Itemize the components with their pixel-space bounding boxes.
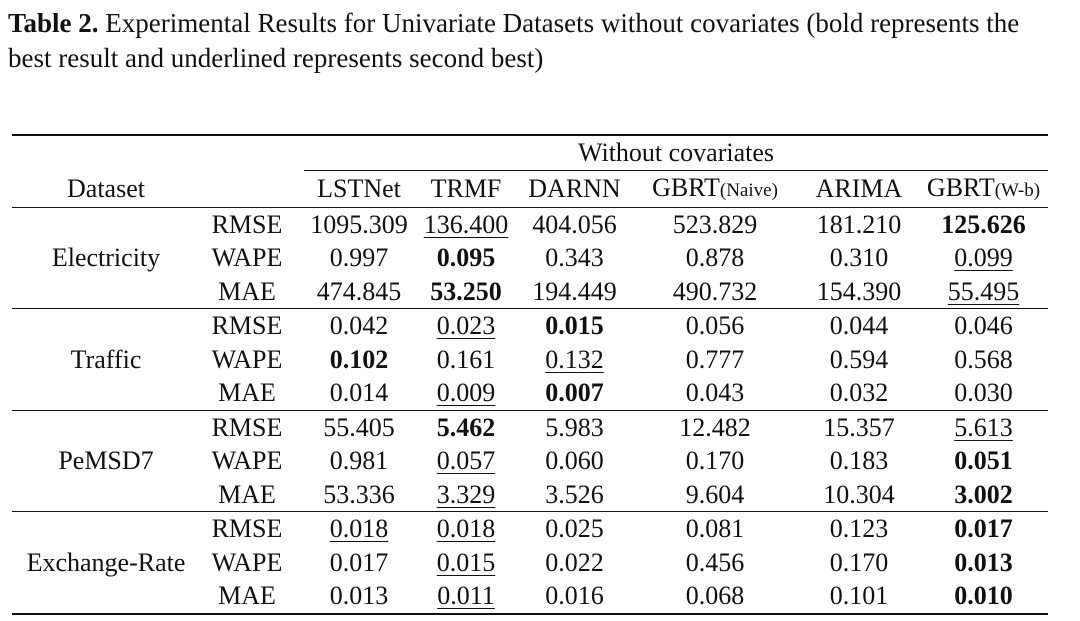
value-cell: [518, 376, 631, 410]
metric-cell: WAPE: [211, 344, 283, 374]
value-text: 0.043: [685, 378, 745, 408]
value-cell: [518, 512, 631, 546]
value-cell: [414, 241, 518, 275]
value-text: 0.017: [329, 547, 389, 577]
value-cell: [518, 309, 631, 343]
value-cell: [414, 512, 518, 546]
table-row: [12, 207, 1048, 241]
model-header: [919, 170, 1048, 207]
value-text: 0.068: [685, 581, 745, 611]
value-cell: [799, 546, 919, 580]
value-text: 0.018: [436, 514, 496, 544]
value-text: 0.777: [685, 344, 745, 374]
value-text: 0.997: [329, 243, 389, 273]
value-cell: [304, 410, 414, 444]
model-name: ARIMA: [815, 174, 903, 203]
group-header-row: [12, 135, 1048, 170]
value-text: 53.336: [323, 479, 395, 509]
metric-cell: RMSE: [211, 412, 283, 442]
model-header: [304, 170, 414, 207]
value-cell: [304, 444, 414, 478]
value-text: 0.013: [329, 581, 389, 611]
value-text: 0.025: [545, 514, 604, 544]
value-cell: [799, 444, 919, 478]
value-cell: [518, 241, 631, 275]
value-cell: [304, 546, 414, 580]
value-cell: [414, 478, 518, 512]
value-text: 0.594: [829, 344, 889, 374]
value-text: 0.568: [954, 344, 1013, 374]
value-text: 0.183: [829, 446, 889, 476]
dataset-cell: Traffic: [12, 309, 200, 411]
value-text: 0.170: [829, 547, 889, 577]
metric-cell: MAE: [200, 478, 304, 512]
value-cell: [518, 444, 631, 478]
value-cell: [919, 309, 1048, 343]
value-text: 3.002: [954, 479, 1013, 509]
value-text: 0.310: [829, 243, 889, 273]
metric-cell: RMSE: [211, 514, 283, 544]
table-row: [12, 512, 1048, 546]
value-text: 55.495: [947, 276, 1020, 306]
value-text: 181.210: [816, 209, 902, 239]
value-cell: [304, 376, 414, 410]
value-cell: [518, 275, 631, 309]
value-cell: [414, 546, 518, 580]
metric-cell: WAPE: [211, 547, 283, 577]
value-cell: [919, 275, 1048, 309]
model-header: [799, 170, 919, 207]
value-cell: [799, 376, 919, 410]
value-cell: [631, 512, 799, 546]
metric-cell: WAPE: [211, 243, 283, 273]
value-text: 10.304: [823, 479, 895, 509]
value-cell: [631, 546, 799, 580]
value-text: 0.099: [954, 243, 1013, 273]
value-cell: [631, 275, 799, 309]
value-cell: [799, 309, 919, 343]
caption-text: Experimental Results for Univariate Datasets without covariates (bold represents the best result and underlined represents second best): [8, 8, 1020, 73]
value-cell: [799, 275, 919, 309]
value-text: 0.030: [954, 378, 1013, 408]
value-text: 474.845: [316, 276, 402, 306]
value-text: 0.060: [545, 446, 604, 476]
value-cell: [631, 579, 799, 614]
value-cell: [518, 579, 631, 614]
model-suffix: (Naive): [719, 179, 778, 201]
table-row: [12, 309, 1048, 343]
value-cell: [518, 410, 631, 444]
results-table: [12, 134, 1048, 615]
value-cell: [799, 343, 919, 377]
metric-cell: WAPE: [211, 446, 283, 476]
value-text: 5.613: [954, 412, 1013, 442]
value-cell: [799, 241, 919, 275]
value-text: 0.101: [829, 581, 889, 611]
value-text: 0.102: [329, 344, 389, 374]
value-text: 0.007: [545, 378, 604, 408]
value-cell: [304, 478, 414, 512]
value-cell: [919, 241, 1048, 275]
value-text: 0.046: [954, 311, 1013, 341]
value-text: 0.011: [437, 581, 495, 611]
value-cell: [631, 410, 799, 444]
value-text: 5.983: [545, 412, 604, 442]
value-cell: [631, 478, 799, 512]
value-cell: [631, 343, 799, 377]
value-cell: [414, 309, 518, 343]
value-cell: [414, 275, 518, 309]
value-cell: [518, 343, 631, 377]
value-cell: [799, 579, 919, 614]
value-text: 154.390: [816, 276, 902, 306]
model-header: [414, 170, 518, 207]
value-cell: [631, 444, 799, 478]
value-cell: [304, 241, 414, 275]
value-cell: [631, 376, 799, 410]
value-text: 523.829: [672, 209, 758, 239]
model-header: [631, 170, 799, 207]
column-header-row: [12, 170, 1048, 207]
value-text: 55.405: [323, 412, 395, 442]
value-text: 0.010: [954, 581, 1013, 611]
table-caption: [8, 6, 1068, 76]
value-cell: [919, 546, 1048, 580]
model-header: [518, 170, 631, 207]
value-text: 0.057: [436, 446, 496, 476]
value-text: 9.604: [685, 479, 745, 509]
model-name: DARNN: [528, 174, 621, 203]
value-text: 0.042: [329, 311, 389, 341]
value-text: 136.400: [423, 209, 509, 239]
value-cell: [414, 207, 518, 241]
value-text: 0.343: [545, 243, 604, 273]
value-text: 0.022: [545, 547, 604, 577]
value-cell: [919, 343, 1048, 377]
value-cell: [631, 241, 799, 275]
dataset-cell: Electricity: [12, 207, 200, 309]
value-text: 0.015: [436, 547, 496, 577]
value-cell: [919, 478, 1048, 512]
value-cell: [414, 376, 518, 410]
value-text: 0.015: [545, 311, 604, 341]
value-text: 5.462: [436, 412, 496, 442]
dataset-header: Dataset: [12, 170, 200, 207]
dataset-cell: Exchange-Rate: [12, 512, 200, 614]
metric-header: [200, 170, 304, 207]
metric-cell: RMSE: [211, 209, 283, 239]
metric-cell: MAE: [200, 275, 304, 309]
value-text: 3.526: [545, 479, 604, 509]
metric-cell: MAE: [200, 579, 304, 614]
value-cell: [518, 478, 631, 512]
value-cell: [919, 376, 1048, 410]
value-text: 0.051: [954, 446, 1013, 476]
value-cell: [799, 478, 919, 512]
group-header: Without covariates: [304, 135, 1048, 170]
value-text: 15.357: [823, 412, 895, 442]
value-text: 0.095: [436, 243, 496, 273]
metric-cell: RMSE: [211, 311, 283, 341]
value-text: 0.013: [954, 547, 1013, 577]
value-text: 0.081: [685, 514, 745, 544]
value-cell: [631, 207, 799, 241]
value-text: 0.018: [329, 514, 389, 544]
value-text: 0.161: [436, 344, 496, 374]
metric-cell: MAE: [200, 376, 304, 410]
model-suffix: (W-b): [994, 179, 1041, 201]
model-name: GBRT: [652, 172, 720, 202]
value-cell: [919, 512, 1048, 546]
value-text: 3.329: [436, 479, 496, 509]
value-text: 0.023: [436, 311, 496, 341]
value-cell: [919, 579, 1048, 614]
value-text: 490.732: [672, 276, 758, 306]
value-cell: [304, 207, 414, 241]
value-text: 0.878: [685, 243, 745, 273]
value-text: 12.482: [679, 412, 751, 442]
value-text: 0.981: [329, 446, 389, 476]
value-cell: [304, 512, 414, 546]
value-cell: [518, 207, 631, 241]
table-row: [12, 410, 1048, 444]
dataset-cell: PeMSD7: [12, 410, 200, 512]
value-text: 0.123: [829, 514, 889, 544]
value-cell: [304, 579, 414, 614]
value-text: 0.056: [685, 311, 745, 341]
value-cell: [304, 275, 414, 309]
value-cell: [919, 444, 1048, 478]
value-text: 0.044: [829, 311, 889, 341]
value-text: 0.016: [545, 581, 604, 611]
value-cell: [414, 579, 518, 614]
value-text: 0.032: [829, 378, 889, 408]
value-cell: [919, 410, 1048, 444]
value-cell: [631, 309, 799, 343]
value-cell: [799, 207, 919, 241]
model-name: GBRT: [926, 172, 995, 202]
value-cell: [414, 444, 518, 478]
value-text: 1095.309: [310, 209, 408, 239]
value-text: 125.626: [941, 209, 1026, 239]
value-text: 0.017: [954, 514, 1013, 544]
value-text: 0.009: [436, 378, 496, 408]
value-cell: [799, 410, 919, 444]
table-body: [12, 207, 1048, 614]
model-name: TRMF: [430, 174, 502, 203]
value-text: 53.250: [430, 276, 502, 306]
value-text: 0.132: [545, 344, 604, 374]
model-name: LSTNet: [317, 174, 401, 203]
value-cell: [919, 207, 1048, 241]
value-cell: [304, 343, 414, 377]
value-cell: [414, 410, 518, 444]
caption-label: Table 2.: [8, 8, 99, 38]
value-cell: [799, 512, 919, 546]
value-text: 0.170: [685, 446, 745, 476]
value-text: 404.056: [532, 209, 617, 239]
value-text: 0.014: [329, 378, 389, 408]
value-text: 0.456: [685, 547, 745, 577]
value-cell: [518, 546, 631, 580]
value-cell: [304, 309, 414, 343]
value-text: 194.449: [532, 276, 617, 306]
value-cell: [414, 343, 518, 377]
